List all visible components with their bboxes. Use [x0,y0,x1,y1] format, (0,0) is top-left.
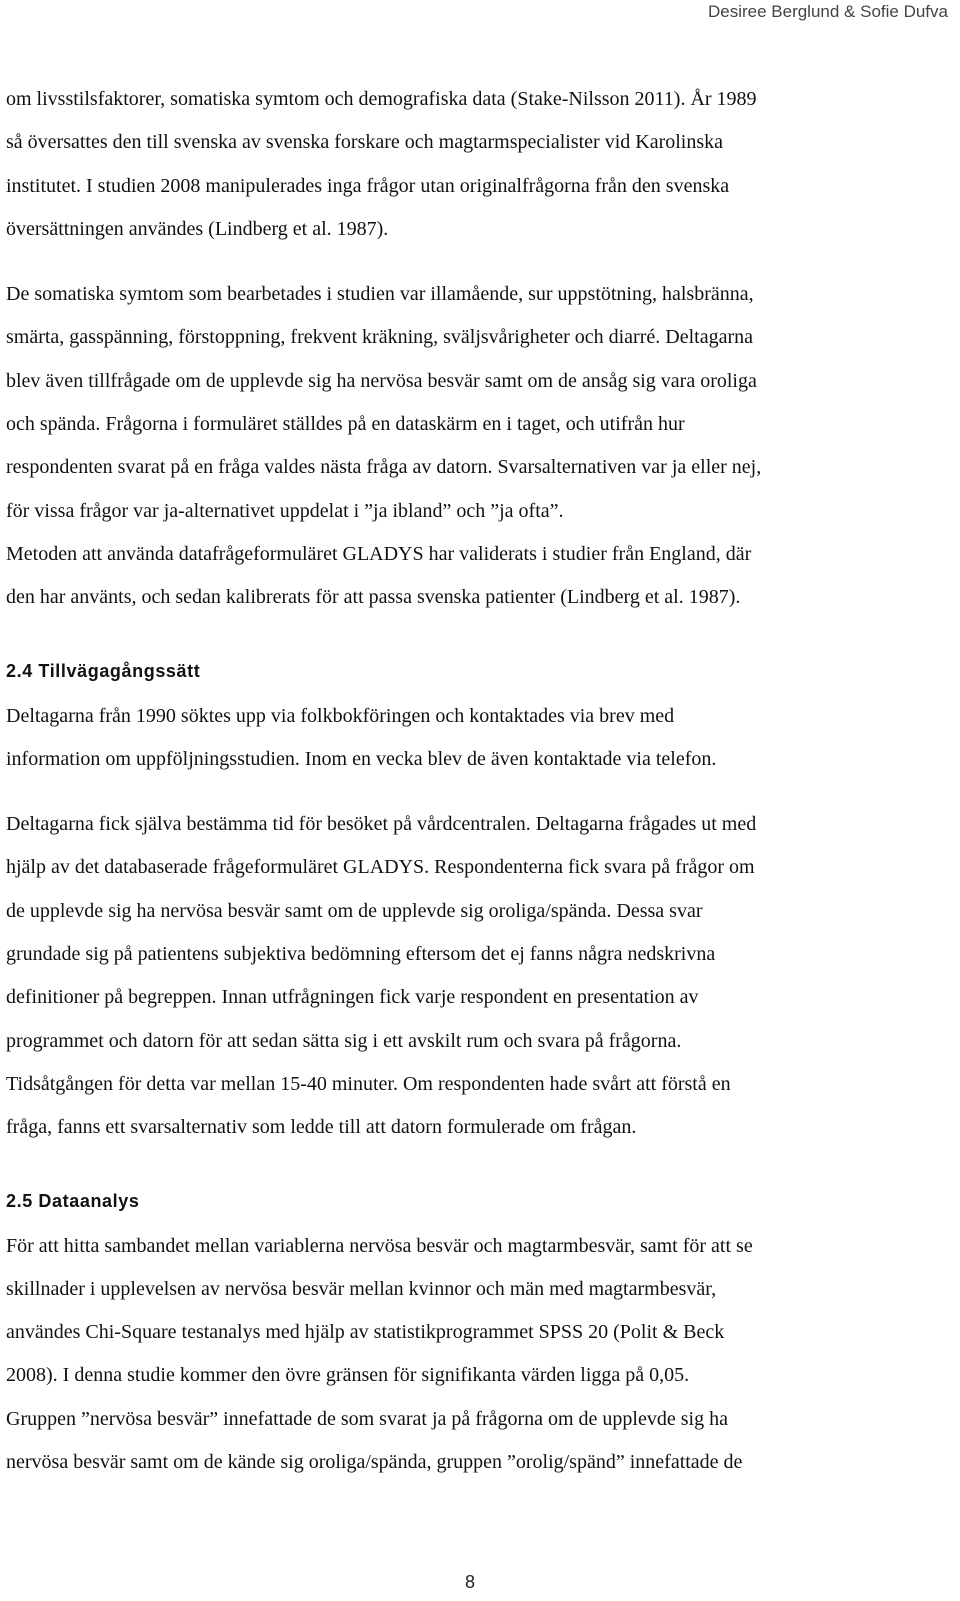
text-line: institutet. I studien 2008 manipulerades inga frågor utan originalfrågorna från den svenska [6,174,730,197]
section-heading-data-analysis: 2.5 Dataanalys [6,1190,140,1211]
text-line: nervösa besvär samt om de kände sig oroliga/spända, gruppen ”orolig/spänd” innefattade de [6,1451,743,1474]
text-line: de upplevde sig ha nervösa besvär samt om de upplevde sig oroliga/spända. Dessa svar [6,899,703,922]
text-line: Metoden att använda datafrågeformuläret GLADYS har validerats i studier från England, där [6,542,752,565]
text-line: blev även tillfrågade om de upplevde sig ha nervösa besvär samt om de ansåg sig vara oroliga [6,369,757,392]
text-line: användes Chi-Square testanalys med hjälp av statistikprogrammet SPSS 20 (Polit & Beck [6,1321,725,1344]
text-line: Tidsåtgången för detta var mellan 15-40 minuter. Om respondenten hade svårt att förstå en [6,1072,731,1095]
paragraph-somatic-symptoms [6,273,942,619]
text-line: respondenten svarat på en fråga valdes nästa fråga av datorn. Svarsalternativen var ja eller nej, [6,456,762,479]
text-line: information om uppföljningsstudien. Inom en vecka blev de även kontaktade via telefon. [6,747,717,770]
paragraph-analysis [6,1225,942,1485]
text-line: skillnader i upplevelsen av nervösa besvär mellan kvinnor och män med magtarmbesvär, [6,1277,717,1300]
text-line: programmet och datorn för att sedan sätta sig i ett avskilt rum och svara på frågorna. [6,1029,682,1052]
text-line: smärta, gasspänning, förstoppning, frekvent kräkning, sväljsvårigheter och diarré. Deltagarna [6,326,753,349]
text-line: fråga, fanns ett svarsalternativ som ledde till att datorn formulerade om frågan. [6,1116,637,1139]
text-line: översättningen användes (Lindberg et al. 1987). [6,217,389,240]
text-line: grundade sig på patientens subjektiva bedömning eftersom det ej fanns några nedskrivna [6,943,716,966]
text-line: för vissa frågor var ja-alternativet uppdelat i ”ja ibland” och ”ja ofta”. [6,499,564,522]
text-line: hjälp av det databaserade frågeformuläret GLADYS. Respondenterna fick svara på frågor om [6,856,755,879]
page-header-authors: Desiree Berglund & Sofie Dufva [707,2,948,21]
document-body [6,78,942,1484]
text-line: om livsstilsfaktorer, somatiska symtom och demografiska data (Stake-Nilsson 2011). År 1989 [6,88,757,110]
text-line: så översattes den till svenska av svenska forskare och magtarmspecialister vid Karolinska [6,131,724,154]
paragraph-gladys-translation [6,78,942,251]
text-line: Deltagarna från 1990 söktes upp via folkbokföringen och kontaktades via brev med [6,704,675,727]
paragraph-interview [6,803,942,1149]
paragraph-spacer [6,251,942,273]
text-line: den har använts, och sedan kalibrerats för att passa svenska patienter (Lindberg et al. 1987). [6,586,741,609]
paragraph-recruitment [6,695,942,782]
text-line: definitioner på begreppen. Innan utfrågningen fick varje respondent en presentation av [6,986,699,1009]
text-line: 2008). I denna studie kommer den övre gränsen för signifikanta värden ligga på 0,05. [6,1364,690,1387]
paragraph-spacer [6,781,942,803]
section-heading-procedure: 2.4 Tillvägagångssätt [6,660,201,681]
text-line: För att hitta sambandet mellan variablerna nervösa besvär och magtarmbesvär, samt för att se [6,1234,753,1257]
text-line: Gruppen ”nervösa besvär” innefattade de som svarat ja på frågorna om de upplevde sig ha [6,1407,728,1430]
text-line: De somatiska symtom som bearbetades i studien var illamående, sur uppstötning, halsbränna, [6,283,754,306]
text-line: Deltagarna fick själva bestämma tid för besöket på vårdcentralen. Deltagarna frågades ut med [6,813,757,836]
section-spacer [6,1150,942,1180]
section-spacer [6,620,942,650]
text-line: och spända. Frågorna i formuläret ställdes på en dataskärm en i taget, och utifrån hur [6,413,685,436]
page-number: 8 [464,1572,475,1592]
